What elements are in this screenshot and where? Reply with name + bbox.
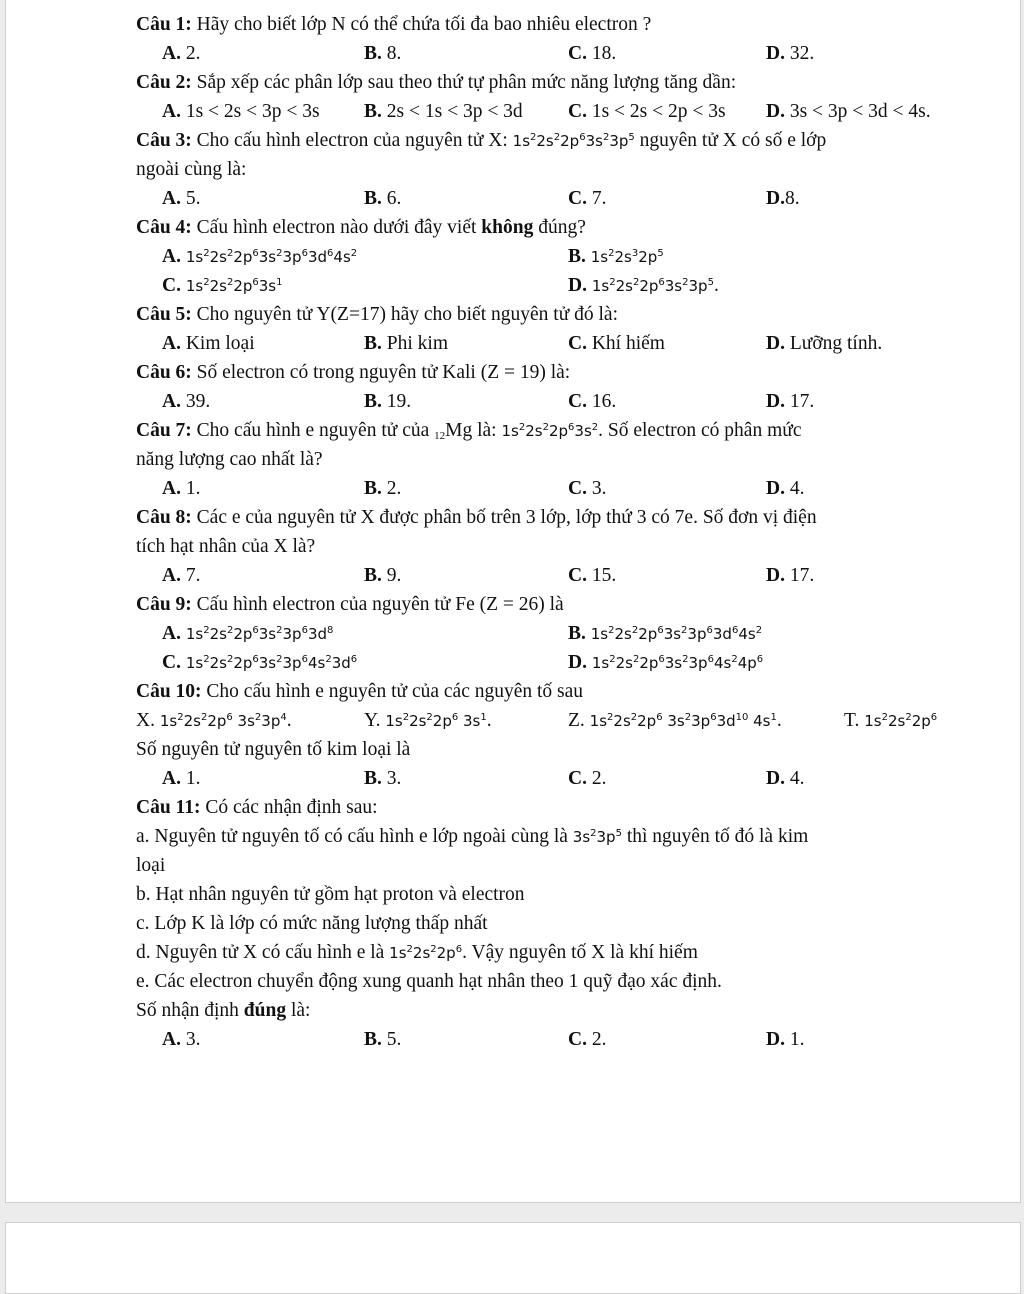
option-c: C. 3. xyxy=(568,478,607,499)
option-c: C. Khí hiếm xyxy=(568,333,665,354)
config-t: T. $1s^22s^22p^6$ xyxy=(844,710,938,731)
option-b: B. 6. xyxy=(364,188,402,209)
question-label: Câu 11: xyxy=(136,797,201,818)
option-d: D. 32. xyxy=(766,43,815,64)
option-c: C. $1s^22s^22p^63s^1$ xyxy=(162,275,283,296)
options-11 xyxy=(136,1025,1016,1054)
option-b: B. 8. xyxy=(364,43,402,64)
option-a: A. 2. xyxy=(162,43,201,64)
options-10 xyxy=(136,764,1016,793)
option-b: B. 5. xyxy=(364,1029,402,1050)
question-text: Sắp xếp các phân lớp sau theo thứ tự phân mức năng lượng tăng dần: xyxy=(191,72,737,93)
option-d: D. 17. xyxy=(766,391,815,412)
option-b: B. 19. xyxy=(364,391,412,412)
option-b: B. 2. xyxy=(364,478,402,499)
option-c: C. 16. xyxy=(568,391,617,412)
option-d: D. 3s < 3p < 3d < 4s. xyxy=(766,101,931,122)
option-c: C. 2. xyxy=(568,1029,607,1050)
question-label: Câu 9: xyxy=(136,594,192,615)
options-9a xyxy=(136,619,1016,648)
option-d: D. 4. xyxy=(766,478,805,499)
question-7-cont: năng lượng cao nhất là? xyxy=(136,449,323,470)
option-b: B. 9. xyxy=(364,565,402,586)
question-label: Câu 6: xyxy=(136,362,192,383)
question-9: Câu 9: Cấu hình electron của nguyên tử Fe (Z = 26) là xyxy=(136,594,564,615)
options-1 xyxy=(136,39,1016,68)
document-page xyxy=(5,0,1021,1203)
option-b: B. 2s < 1s < 3p < 3d xyxy=(364,101,523,122)
statement-a: a. Nguyên tử nguyên tố có cấu hình e lớp ngoài cùng là $3s^23p^5$ thì nguyên tố đó là kim xyxy=(136,826,809,847)
option-a: A. 5. xyxy=(162,188,201,209)
options-8 xyxy=(136,561,1016,590)
question-8: Câu 8: Các e của nguyên tử X được phân bố trên 3 lớp, lớp thứ 3 có 7e. Số đơn vị điện xyxy=(136,507,817,528)
question-text: Hãy cho biết lớp N có thể chứa tối đa bao nhiêu electron ? xyxy=(191,14,652,35)
option-a: A. 1s < 2s < 3p < 3s xyxy=(162,101,320,122)
question-label: Câu 1: xyxy=(136,14,192,35)
question-label: Câu 2: xyxy=(136,72,192,93)
option-a: A. $1s^22s^22p^63s^23p^63d^64s^2$ xyxy=(162,246,358,267)
option-d: D. Lưỡng tính. xyxy=(766,333,883,354)
statement-e: e. Các electron chuyển động xung quanh hạt nhân theo 1 quỹ đạo xác định. xyxy=(136,971,722,992)
option-b: B. $1s^22s^32p^5$ xyxy=(568,246,664,267)
option-a: A. Kim loại xyxy=(162,333,255,354)
config-y: Y. $1s^22s^22p^6$ $3s^1$. xyxy=(364,710,492,731)
question-label: Câu 7: xyxy=(136,420,192,441)
question-content xyxy=(136,10,1016,1054)
question-3-cont: ngoài cùng là: xyxy=(136,159,247,180)
question-10-cont: Số nguyên tử nguyên tố kim loại là xyxy=(136,739,411,760)
question-7: Câu 7: Cho cấu hình e nguyên tử của $_{12}$Mg là: $1s^22s^22p^63s^2$. Số electron có phân mức xyxy=(136,420,802,442)
option-d: D. $1s^22s^22p^63s^23p^5$. xyxy=(568,275,719,296)
option-c: C. 18. xyxy=(568,43,617,64)
option-a: A. 7. xyxy=(162,565,201,586)
options-5 xyxy=(136,329,1016,358)
electron-config: $1s^22s^22p^63s^23p^5$ xyxy=(512,132,635,150)
option-c: C. 1s < 2s < 2p < 3s xyxy=(568,101,726,122)
question-3: Câu 3: Cho cấu hình electron của nguyên tử X: $1s^22s^22p^63s^23p^5$ nguyên tử X có số e lớp xyxy=(136,130,827,151)
options-7 xyxy=(136,474,1016,503)
option-c: C. 7. xyxy=(568,188,607,209)
question-10: Câu 10: Cho cấu hình e nguyên tử của các nguyên tố sau xyxy=(136,681,584,702)
options-2 xyxy=(136,97,1016,126)
config-z: Z. $1s^22s^22p^6$ $3s^23p^63d^{10}$ $4s^1$. xyxy=(568,710,782,731)
question-label: Câu 4: xyxy=(136,217,192,238)
option-b: B. $1s^22s^22p^63s^23p^63d^64s^2$ xyxy=(568,623,763,644)
option-d: D. $1s^22s^22p^63s^23p^64s^24p^6$ xyxy=(568,652,764,673)
statement-b: b. Hạt nhân nguyên tử gồm hạt proton và electron xyxy=(136,884,525,905)
question-label: Câu 3: xyxy=(136,130,192,151)
electron-config: $1s^22s^22p^63s^2$ xyxy=(501,422,599,440)
question-4: Câu 4: Cấu hình electron nào dưới đây viết không đúng? xyxy=(136,217,586,238)
options-4a xyxy=(136,242,1016,271)
option-b: B. 3. xyxy=(364,768,402,789)
option-c: C. 2. xyxy=(568,768,607,789)
question-1 xyxy=(136,10,1016,39)
option-a: A. 39. xyxy=(162,391,211,412)
option-b: B. Phi kim xyxy=(364,333,448,354)
statement-c: c. Lớp K là lớp có mức năng lượng thấp nhất xyxy=(136,913,488,934)
option-a: A. $1s^22s^22p^63s^23p^63d^8$ xyxy=(162,623,334,644)
option-d: D.8. xyxy=(766,188,800,209)
question-11-cont: Số nhận định đúng là: xyxy=(136,1000,311,1021)
question-label: Câu 8: xyxy=(136,507,192,528)
question-label: Câu 5: xyxy=(136,304,192,325)
question-5: Câu 5: Cho nguyên tử Y(Z=17) hãy cho biết nguyên tử đó là: xyxy=(136,304,619,325)
config-x: X. $1s^22s^22p^6$ $3s^23p^4$. xyxy=(136,710,292,731)
option-c: C. 15. xyxy=(568,565,617,586)
options-9b xyxy=(136,648,1016,677)
option-c: C. $1s^22s^22p^63s^23p^64s^23d^6$ xyxy=(162,652,358,673)
options-4b xyxy=(136,271,1016,300)
question-label: Câu 10: xyxy=(136,681,202,702)
option-a: A. 1. xyxy=(162,768,201,789)
question-6: Câu 6: Số electron có trong nguyên tử Kali (Z = 19) là: xyxy=(136,362,571,383)
next-page xyxy=(5,1222,1021,1294)
question-11: Câu 11: Có các nhận định sau: xyxy=(136,797,378,818)
options-3 xyxy=(136,184,1016,213)
option-d: D. 1. xyxy=(766,1029,805,1050)
options-6 xyxy=(136,387,1016,416)
option-d: D. 17. xyxy=(766,565,815,586)
question-8-cont: tích hạt nhân của X là? xyxy=(136,536,316,557)
option-d: D. 4. xyxy=(766,768,805,789)
statement-a-cont: loại xyxy=(136,855,166,876)
statement-d: d. Nguyên tử X có cấu hình e là $1s^22s^22p^6$. Vậy nguyên tố X là khí hiếm xyxy=(136,942,698,963)
element-configs xyxy=(136,706,1016,735)
question-2 xyxy=(136,68,1016,97)
option-a: A. 1. xyxy=(162,478,201,499)
option-a: A. 3. xyxy=(162,1029,201,1050)
